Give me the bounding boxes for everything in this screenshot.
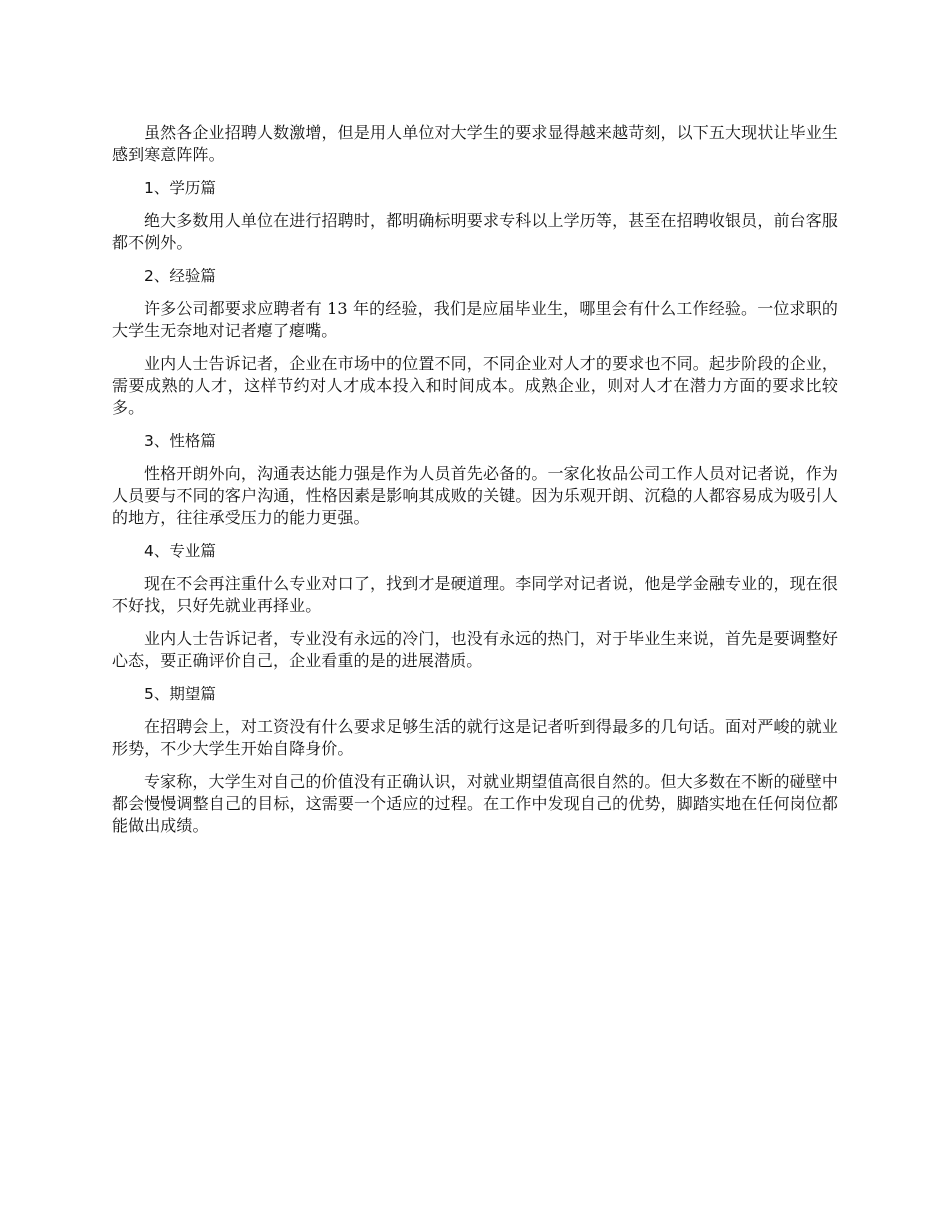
experience-paragraph-2: 业内人士告诉记者，企业在市场中的位置不同，不同企业对人才的要求也不同。起步阶段的企业，需要成熟的人才，这样节约对人才成本投入和时间成本。成熟企业，则对人才在潜力方面的要求比较多。 — [112, 354, 838, 417]
education-paragraph: 绝大多数用人单位在进行招聘时，都明确标明要求专科以上学历等，甚至在招聘收银员，前台客服都不例外。 — [112, 211, 838, 252]
intro-paragraph: 虽然各企业招聘人数激增，但是用人单位对大学生的要求显得越来越苛刻，以下五大现状让毕业生感到寒意阵阵。 — [112, 123, 838, 164]
major-paragraph-1: 现在不会再注重什么专业对口了，找到才是硬道理。李同学对记者说，他是学金融专业的，现在很不好找，只好先就业再择业。 — [112, 574, 838, 615]
major-paragraph-2: 业内人士告诉记者，专业没有永远的冷门，也没有永远的热门，对于毕业生来说，首先是要调整好心态，要正确评价自己，企业看重的是的进展潜质。 — [112, 629, 838, 670]
expectation-paragraph-2: 专家称，大学生对自己的价值没有正确认识，对就业期望值高很自然的。但大多数在不断的碰壁中都会慢慢调整自己的目标，这需要一个适应的过程。在工作中发现自己的优势，脚踏实地在任何岗位都能做出成绩。 — [112, 772, 838, 835]
section-heading-major: 4、专业篇 — [144, 542, 216, 560]
section-heading-experience: 2、经验篇 — [144, 267, 216, 285]
document-body — [112, 122, 838, 848]
section-heading-expectation: 5、期望篇 — [144, 685, 216, 703]
section-heading-education: 1、学历篇 — [144, 179, 216, 197]
experience-paragraph-1: 许多公司都要求应聘者有 13 年的经验，我们是应届毕业生，哪里会有什么工作经验。一位求职的大学生无奈地对记者瘪了瘪嘴。 — [112, 299, 838, 340]
personality-paragraph: 性格开朗外向，沟通表达能力强是作为人员首先必备的。一家化妆品公司工作人员对记者说，作为人员要与不同的客户沟通，性格因素是影响其成败的关键。因为乐观开朗、沉稳的人都容易成为吸引人的地方，往往承受压力的能力更强。 — [112, 464, 838, 527]
expectation-paragraph-1: 在招聘会上，对工资没有什么要求足够生活的就行这是记者听到得最多的几句话。面对严峻的就业形势，不少大学生开始自降身价。 — [112, 717, 838, 758]
section-heading-personality: 3、性格篇 — [144, 432, 216, 450]
